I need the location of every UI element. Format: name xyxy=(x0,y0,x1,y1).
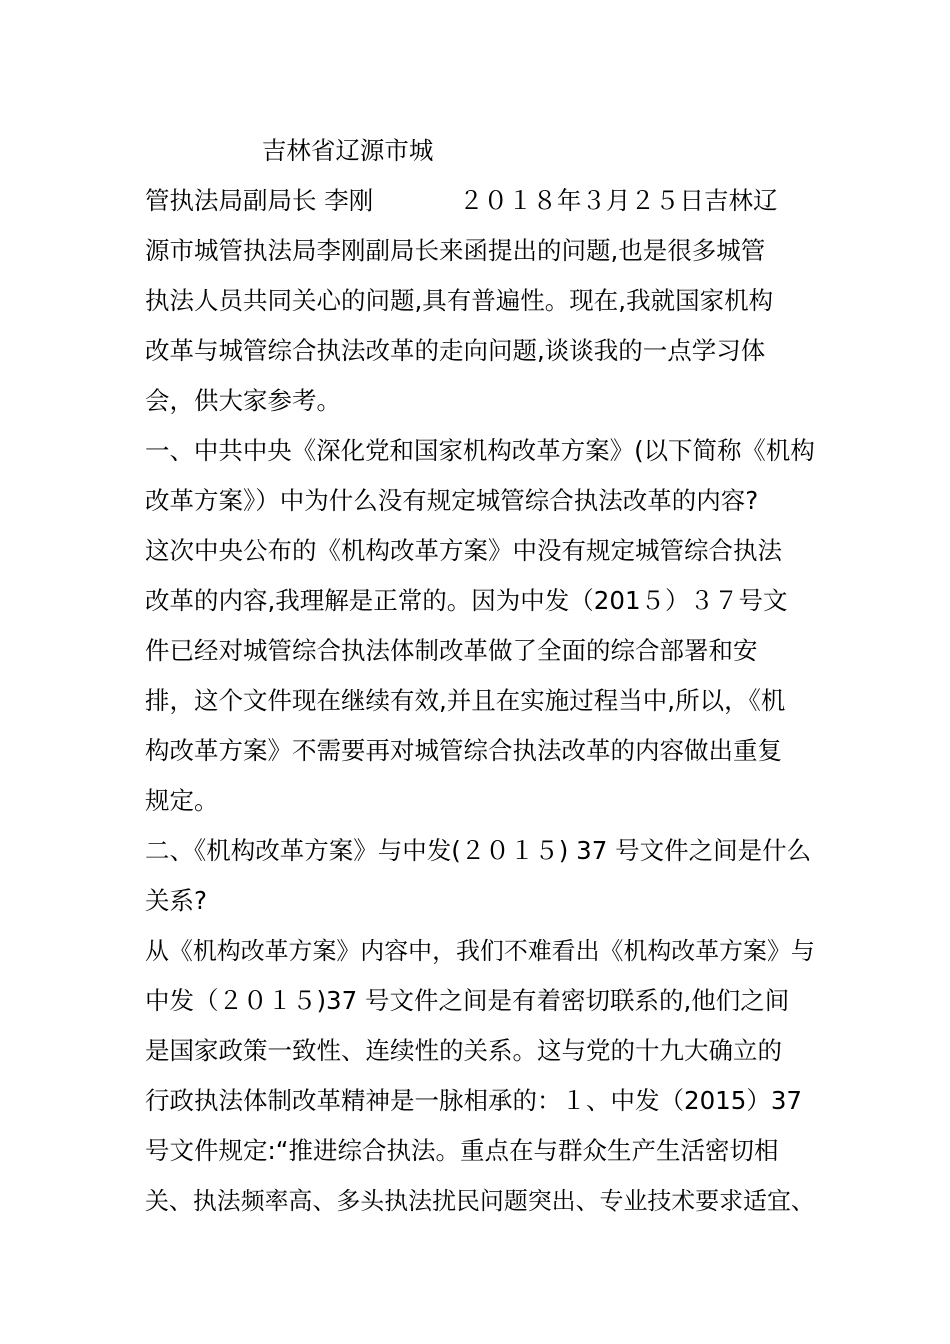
text-line: 关、执法频率高、多头执法扰民问题突出、专业技术要求适宜、 xyxy=(145,1187,815,1215)
text-line: 是国家政策一致性、连续性的关系。这与党的十九大确立的 xyxy=(145,1036,782,1065)
text-line: 中发（２０１５)37 号文件之间是有着密切联系的,他们之间 xyxy=(145,986,790,1015)
text-line: 执法人员共同关心的问题,具有普遍性。现在,我就国家机构 xyxy=(145,286,774,315)
text-line: 这次中央公布的《机构改革方案》中没有规定城管综合执法 xyxy=(145,536,782,565)
section-heading-line: 关系? xyxy=(145,886,208,915)
section-heading-line: 改革方案》）中为什么没有规定城管综合执法改革的内容? xyxy=(145,486,759,515)
text-line: 管执法局副局长 李刚 ２０１８年３月２５日吉林辽 xyxy=(145,186,778,215)
section-heading-line: 一、中共中央《深化党和国家机构改革方案》(以下简称《机构 xyxy=(145,436,815,465)
text-line: 改革与城管综合执法改革的走向问题,谈谈我的一点学习体 xyxy=(145,336,766,365)
text-line: 会，供大家参考。 xyxy=(145,386,341,415)
text-line: 号文件规定:“推进综合执法。重点在与群众生产生活密切相 xyxy=(145,1136,779,1165)
text-line: 排，这个文件现在继续有效,并且在实施过程当中,所以，《机 xyxy=(145,686,786,715)
text-line: 吉林省辽源市城 xyxy=(145,136,434,165)
text-line: 源市城管执法局李刚副局长来函提出的问题,也是很多城管 xyxy=(145,236,766,265)
text-line: 件已经对城管综合执法体制改革做了全面的综合部署和安 xyxy=(145,636,758,665)
section-heading-line: 二、《机构改革方案》与中发(２０１５) 37 号文件之间是什么 xyxy=(145,836,812,865)
text-line: 改革的内容,我理解是正常的。因为中发（201５）３７号文 xyxy=(145,586,788,615)
text-line: 构改革方案》不需要再对城管综合执法改革的内容做出重复 xyxy=(145,736,782,765)
text-line: 从《机构改革方案》内容中，我们不难看出《机构改革方案》与 xyxy=(145,937,815,965)
text-line: 规定。 xyxy=(145,786,219,815)
text-line: 行政执法体制改革精神是一脉相承的：１、中发（2015）37 xyxy=(145,1086,803,1115)
